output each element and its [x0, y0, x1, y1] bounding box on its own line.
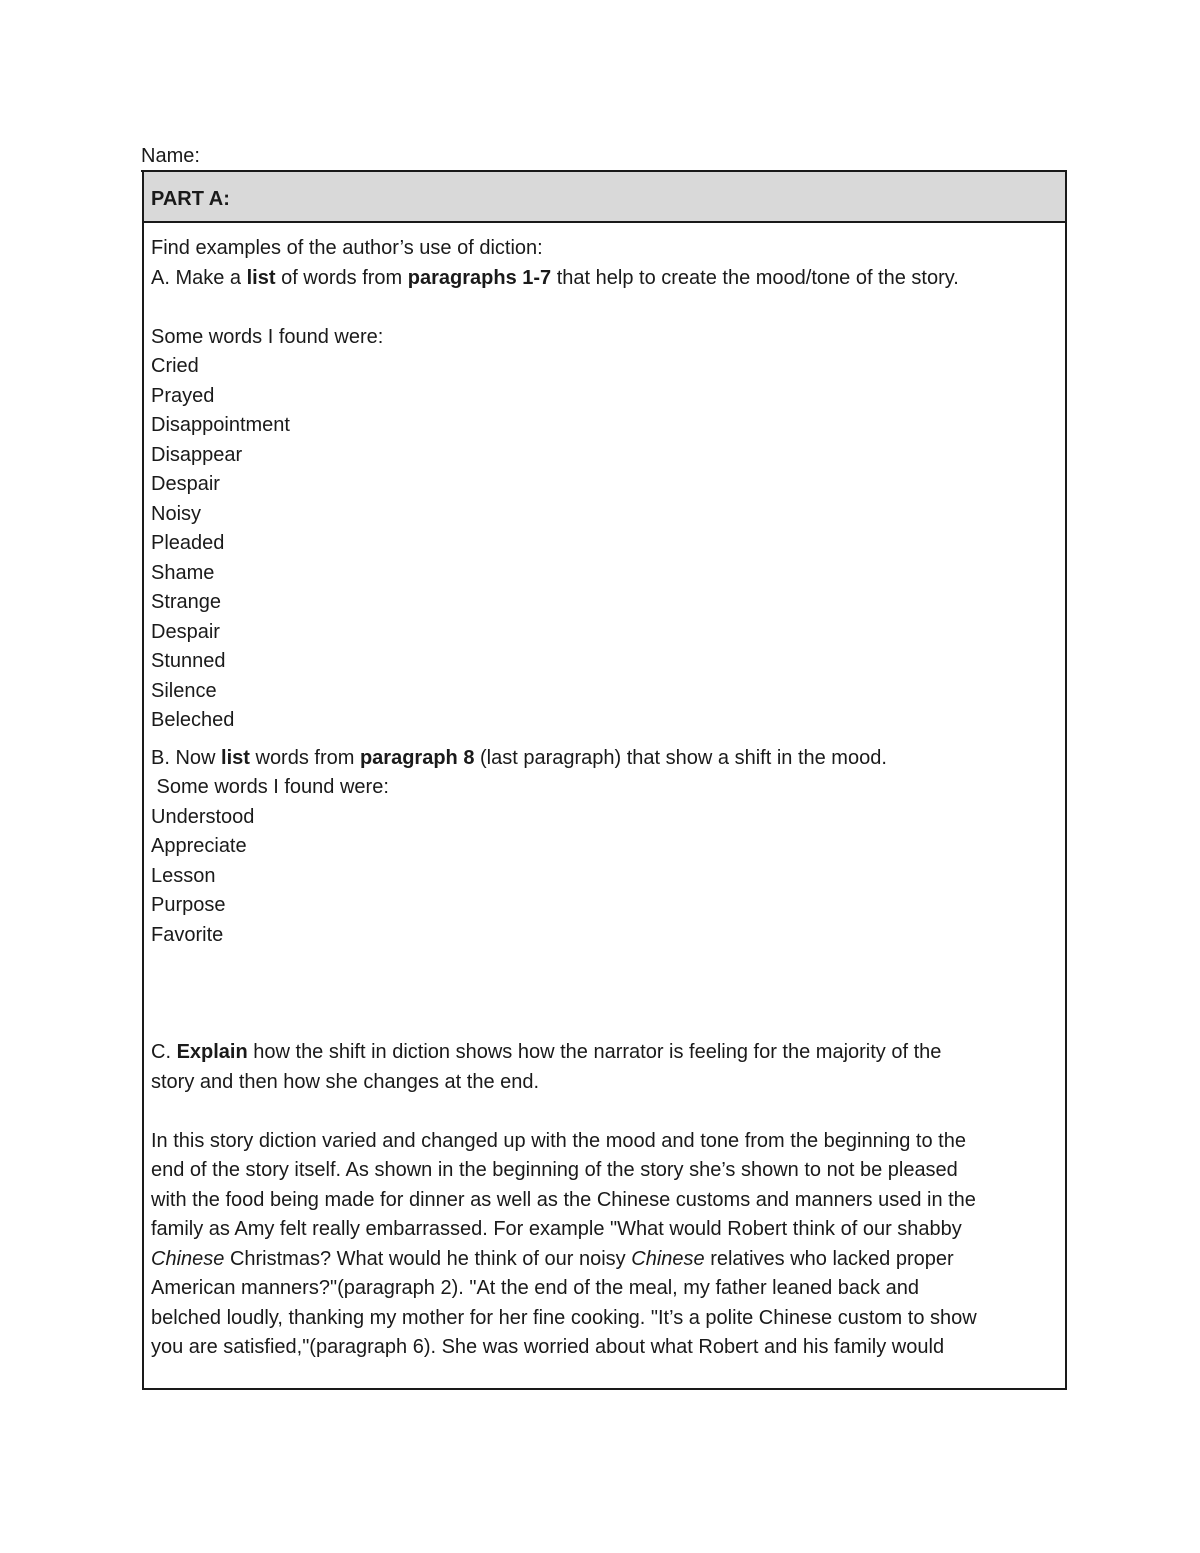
question-a: A. Make a list of words from paragraphs 1-7 that help to create the mood/tone of the story. [151, 266, 959, 289]
list-item: Lesson [151, 864, 216, 887]
question-b: B. Now list words from paragraph 8 (last paragraph) that show a shift in the mood. [151, 746, 887, 769]
part-a-content [144, 223, 1065, 1363]
list-item: Despair [151, 620, 220, 643]
part-a-title: PART A: [151, 188, 230, 210]
list-item: Appreciate [151, 835, 247, 857]
list-item: Favorite [151, 923, 224, 946]
list-item: Stunned [151, 650, 226, 672]
found-label-b: Some words I found were: [151, 776, 389, 798]
answer-line: end of the story itself. As shown in the beginning of the story she’s shown to not be pleased [151, 1159, 958, 1181]
name-label: Name: [141, 145, 200, 167]
list-item: Silence [151, 679, 217, 702]
list-item: Noisy [151, 502, 202, 525]
answer-line: with the food being made for dinner as well as the Chinese customs and manners used in the [151, 1188, 976, 1211]
part-a-header [144, 172, 1065, 223]
list-item: Disappear [151, 443, 243, 466]
list-item: Understood [151, 805, 255, 828]
part-a-box [142, 170, 1067, 1390]
answer-line: American manners?"(paragraph 2). "At the end of the meal, my father leaned back and [151, 1277, 919, 1299]
list-item: Disappointment [151, 414, 290, 436]
list-item: Despair [151, 473, 220, 495]
answer-line: Chinese Christmas? What would he think of our noisy Chinese relatives who lacked proper [151, 1247, 954, 1270]
list-item: Cried [151, 355, 199, 377]
question-c: C. Explain how the shift in diction shows how the narrator is feeling for the majority of the [151, 1041, 942, 1063]
answer-c [151, 1127, 1058, 1363]
answer-line: family as Amy felt really embarrassed. For example "What would Robert think of our shabby [151, 1218, 962, 1240]
list-item: Purpose [151, 894, 226, 916]
list-item: Strange [151, 591, 222, 613]
question-c-line2: story and then how she changes at the end. [151, 1070, 540, 1093]
answer-line: In this story diction varied and changed up with the mood and tone from the beginning to the [151, 1129, 966, 1152]
answer-line: belched loudly, thanking my mother for her fine cooking. "It’s a polite Chinese custom to show [151, 1306, 977, 1329]
list-item: Pleaded [151, 532, 225, 554]
word-list-a [151, 352, 1058, 736]
word-list-b [151, 803, 1058, 951]
answer-line: you are satisfied,"(paragraph 6). She was worried about what Robert and his family would [151, 1336, 945, 1358]
list-item: Prayed [151, 384, 215, 407]
found-label-a: Some words I found were: [151, 325, 384, 348]
intro-text: Find examples of the author’s use of diction: [151, 237, 543, 259]
list-item: Shame [151, 561, 215, 584]
list-item: Beleched [151, 709, 235, 731]
